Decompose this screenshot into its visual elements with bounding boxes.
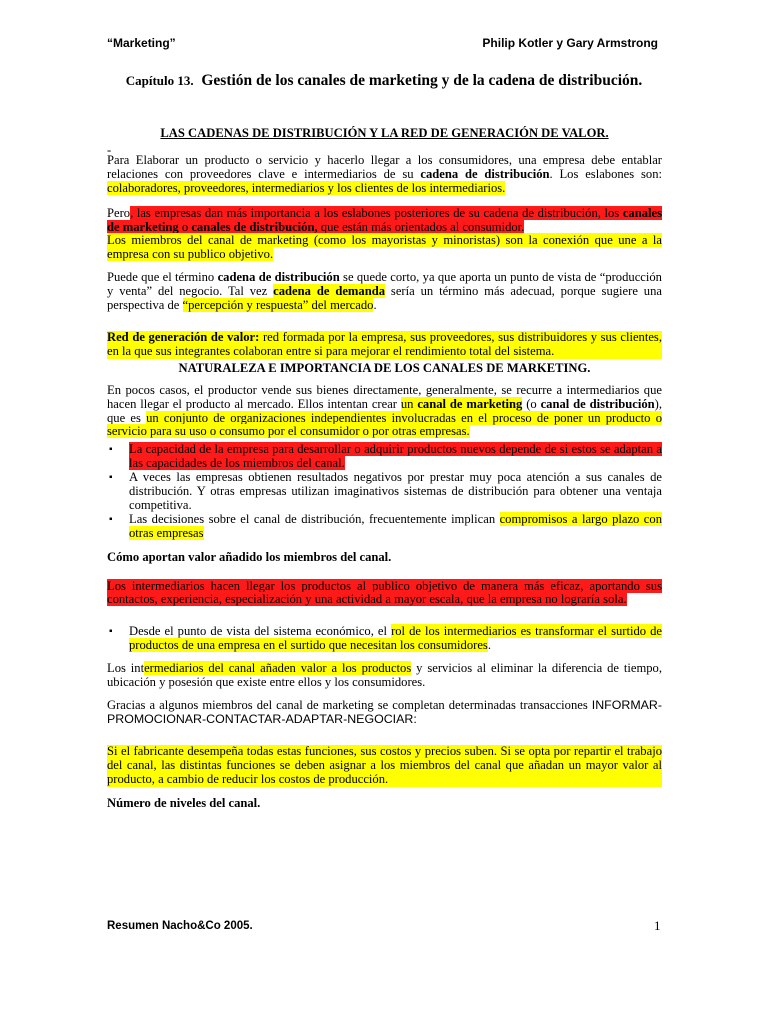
paragraph-naturaleza: En pocos casos, el productor vende sus bienes directamente, generalmente, se recurre a intermediarios que hacen llegar el producto al mercado. Ellos intentan crear un canal de marketing (o canal de distribución), que es un conjunto de organizaciones independientes involucradas en el proceso de poner un producto o servicio para su uso o consumo por el consumidor o por otras empresas. [107,382,662,439]
header-authors: Philip Kotler y Gary Armstrong [482,36,658,50]
bullet-item-3: ▪ Las decisiones sobre el canal de distribución, frecuentemente implican compromisos a largo plazo con otras empresas [109,511,662,540]
paragraph-cadena: Para Elaborar un producto o servicio y hacerlo llegar a los consumidores, una empresa debe entablar relaciones con proveedores clave e intermediarios de su cadena de distribución. Los eslabones son: colaboradores, proveedores, intermediarios y los clientes de los intermediarios. [107,152,662,195]
footer-text: Resumen Nacho&Co 2005. [107,920,253,932]
chapter-heading: Gestión de los canales de marketing y de la cadena de distribución. [201,72,643,89]
paragraph-valor-anadido: Los intermediarios del canal añaden valor a los productos y servicios al eliminar la diferencia de tiempo, ubicación y posesión que existe entre ellos y los consumidores. [107,661,662,690]
highlight: colaboradores, proveedores, intermediarios y los clientes de los intermediarios. [107,180,506,195]
paragraph-transacciones: Gracias a algunos miembros del canal de marketing se completan determinadas transacciones INFORMAR-PROMOCIONAR-CONTACTAR-ADAPTAR-NEGOCIAR: [107,698,662,726]
bullet-marker: ▪ [109,513,113,525]
highlight-red: , las empresas dan más importancia a los eslabones posteriores de su cadena de distribución, los canales de marketing o canales de distribución, que están más orientados al consumidor. [107,205,662,234]
bullet-marker: ▪ [109,472,113,484]
chapter-title [108,72,660,90]
paragraph-funciones: Si el fabricante desempeña todas estas funciones, sus costos y precios suben. Si se opta por repartir el trabajo del canal, las distintas funciones se deben asignar a los miembros del canal que añadan un mayor valor al producto, a cambio de reducir los costos de producción. [107,743,662,786]
subheading-valor: Cómo aportan valor añadido los miembros del canal. [107,549,392,564]
paragraph-cadena-demanda: Puede que el término cadena de distribución se quede corto, ya que aporta un punto de vista de “producción y venta” del negocio. Tal vez cadena de demanda sería un término más adecuad, porque sugiere una perspectiva de “percepción y respuesta” del mercado. [107,270,662,313]
highlight: Los miembros del canal de marketing (como los mayoristas y minoristas) son la conexión que une a la empresa con su publico objetivo. [107,233,662,262]
section-heading-2: NATURALEZA E IMPORTANCIA DE LOS CANALES DE MARKETING. [178,360,591,375]
paragraph-intermediarios: Los intermediarios hacen llegar los productos al publico objetivo de manera más eficaz, aportando sus contactos, experiencia, especialización y una actividad a mayor escala, que la empresa no lograría sola. [107,578,662,607]
bullet-item-2: ▪ A veces las empresas obtienen resultados negativos por prestar muy poca atención a sus canales de distribución. Y otras empresas utilizan imaginativos sistemas de distribución para obtener una ventaja competitiva. [109,470,662,512]
bullet-marker: ▪ [109,626,113,638]
dash-marker: - [107,142,112,157]
page-number: 1 [654,918,661,933]
bullet-marker: ▪ [109,444,113,456]
chapter-number: Capítulo 13. [125,73,194,88]
subheading-niveles: Número de niveles del canal. [107,795,261,810]
paragraph-red-valor: Red de generación de valor: red formada por la empresa, sus proveedores, sus distribuidores y sus clientes, en la que sus integrantes colaboran entre si para mejorar el rendimiento total del sistema. [107,329,662,358]
bullet-item-1: ▪ La capacidad de la empresa para desarrollar o adquirir productos nuevos depende de si estos se adaptan a las capacidades de los miembros del canal. [109,442,662,471]
section-heading-1: LAS CADENAS DE DISTRIBUCIÓN Y LA RED DE GENERACIÓN DE VALOR. [160,126,609,140]
header-book-title: “Marketing” [107,36,176,50]
bullet-item-4: ▪ Desde el punto de vista del sistema económico, el rol de los intermediarios es transformar el surtido de productos de una empresa en el surtido que necesitan los consumidores. [109,624,662,653]
paragraph-canales: Pero, las empresas dan más importancia a los eslabones posteriores de su cadena de distribución, los canales de marketing o canales de distribución, que están más orientados al consumidor. Los miembros del canal de marketing (como los mayoristas y minoristas) son la conexión que une a la empresa con su publico objetivo. [107,205,662,262]
document-body [107,127,662,810]
